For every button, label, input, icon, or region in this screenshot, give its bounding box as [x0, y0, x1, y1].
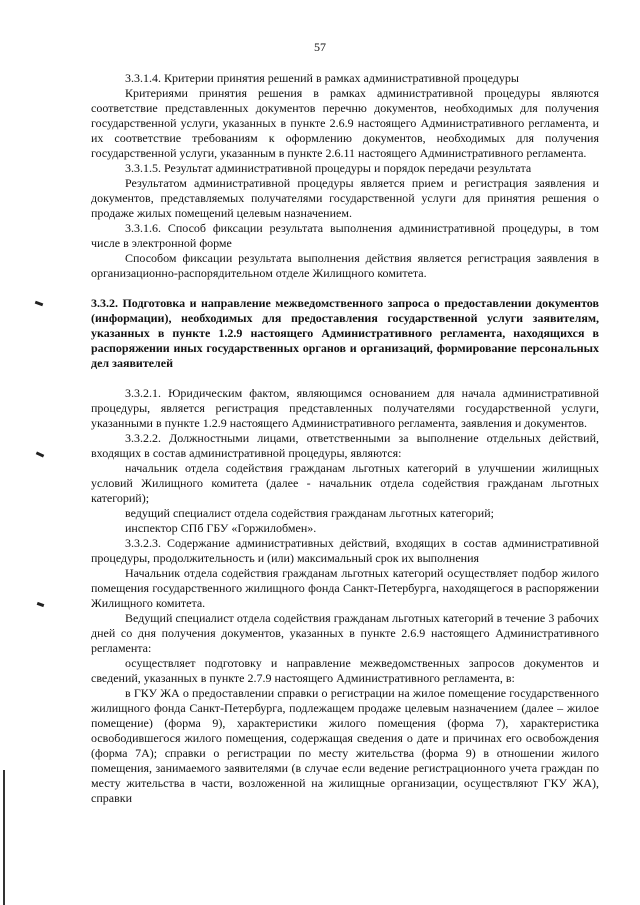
page-number: 57 [314, 40, 326, 54]
paragraph-3-3-1-6: 3.3.1.6. Способ фиксации результата выполнения административной процедуры, в том числе в электронной форме [91, 221, 599, 250]
paragraph-3-3-1-4: 3.3.1.4. Критерии принятия решений в рамках административной процедуры [125, 71, 519, 85]
scan-speck [35, 301, 44, 307]
paragraph-head-selects: Начальник отдела содействия гражданам льготных категорий осуществляет подбор жилого помещения государственного жилищного фонда Санкт-Петербурга, находящегося в распоряжении Жилищного комитета. [91, 566, 599, 610]
list-item-inspector: инспектор СПб ГБУ «Горжилобмен». [125, 521, 317, 535]
paragraph-gku-zha: в ГКУ ЖА о предоставлении справки о регистрации на жилое помещение государственного жилищного фонда Санкт-Петербурга, подлежащем продаже целевым назначением (далее – жилое помещение) (форма 9), характеристики жилого помещения (форма 7), характеристика освободившегося жилого помещения, содержащая сведения о дате и причинах его освобождения (форма 7А); справки о регистрации по месту жительства (форма 9) в отношении жилого помещения, занимаемого заявителями (в случае если ведение регистрационного учета граждан по месту жительства в части, возложенной на жилищные организации, осуществляют ГКУ ЖА), справки [91, 686, 599, 805]
paragraph-fixation: Способом фиксации результата выполнения действия является регистрация заявления в организационно-распорядительном отделе Жилищного комитета. [91, 251, 599, 280]
list-item-lead-specialist: ведущий специалист отдела содействия гражданам льготных категорий; [125, 506, 494, 520]
list-item-head-of-department: начальник отдела содействия гражданам льготных категорий в улучшении жилищных условий Жилищного комитета (далее - начальник отдела содействия гражданам льготных категорий); [91, 461, 599, 505]
paragraph-requests: осуществляет подготовку и направление межведомственных запросов документов и сведений, указанных в пункте 2.7.9 настоящего Административного регламента, в: [91, 656, 599, 685]
scan-edge-mark [3, 770, 5, 905]
paragraph-specialist-3-days: Ведущий специалист отдела содействия гражданам льготных категорий в течение 3 рабочих дней со дня получения документов, указанных в пункте 2.6.9 настоящего Административного регламента: [91, 611, 599, 655]
section-heading-3-3-2: 3.3.2. Подготовка и направление межведомственного запроса о предоставлении документов (информации), необходимых для предоставления государственной услуги заявителям, указанных в пункте 1.2.9 настоящего Административного регламента, находящихся в распоряжении иных государственных органов и организаций, формирование персональных дел заявителей [91, 296, 599, 370]
scan-speck [37, 602, 45, 607]
paragraph-criteria: Критериями принятия решения в рамках административной процедуры являются соответствие представленных документов перечню документов, необходимых для получения государственной услуги, указанных в пункте 2.6.9 настоящего Административного регламента, и их соответствие требованиям к оформлению документов, необходимых для получения государственной услуги, указанным в пункте 2.6.11 настоящего Административного регламента. [91, 86, 599, 160]
paragraph-3-3-2-3: 3.3.2.3. Содержание административных действий, входящих в состав административной процедуры, продолжительность и (или) максимальный срок их выполнения [91, 536, 599, 565]
paragraph-result: Результатом административной процедуры является прием и регистрация заявления и документов, представляемых получателями государственной услуги для принятия решения о продаже жилых помещений целевым назначением. [91, 176, 599, 220]
paragraph-3-3-2-1: 3.3.2.1. Юридическим фактом, являющимся основанием для начала административной процедуры, является регистрация представленных получателями государственной услуги, указанными в пункте 1.2.9 настоящего Административного регламента, заявления и документов. [91, 386, 599, 430]
paragraph-3-3-2-2: 3.3.2.2. Должностными лицами, ответственными за выполнение отдельных действий, входящих в состав административной процедуры, являются: [91, 431, 599, 460]
document-body [91, 71, 599, 806]
scan-speck [36, 451, 45, 457]
paragraph-3-3-1-5: 3.3.1.5. Результат административной процедуры и порядок передачи результата [125, 161, 532, 175]
